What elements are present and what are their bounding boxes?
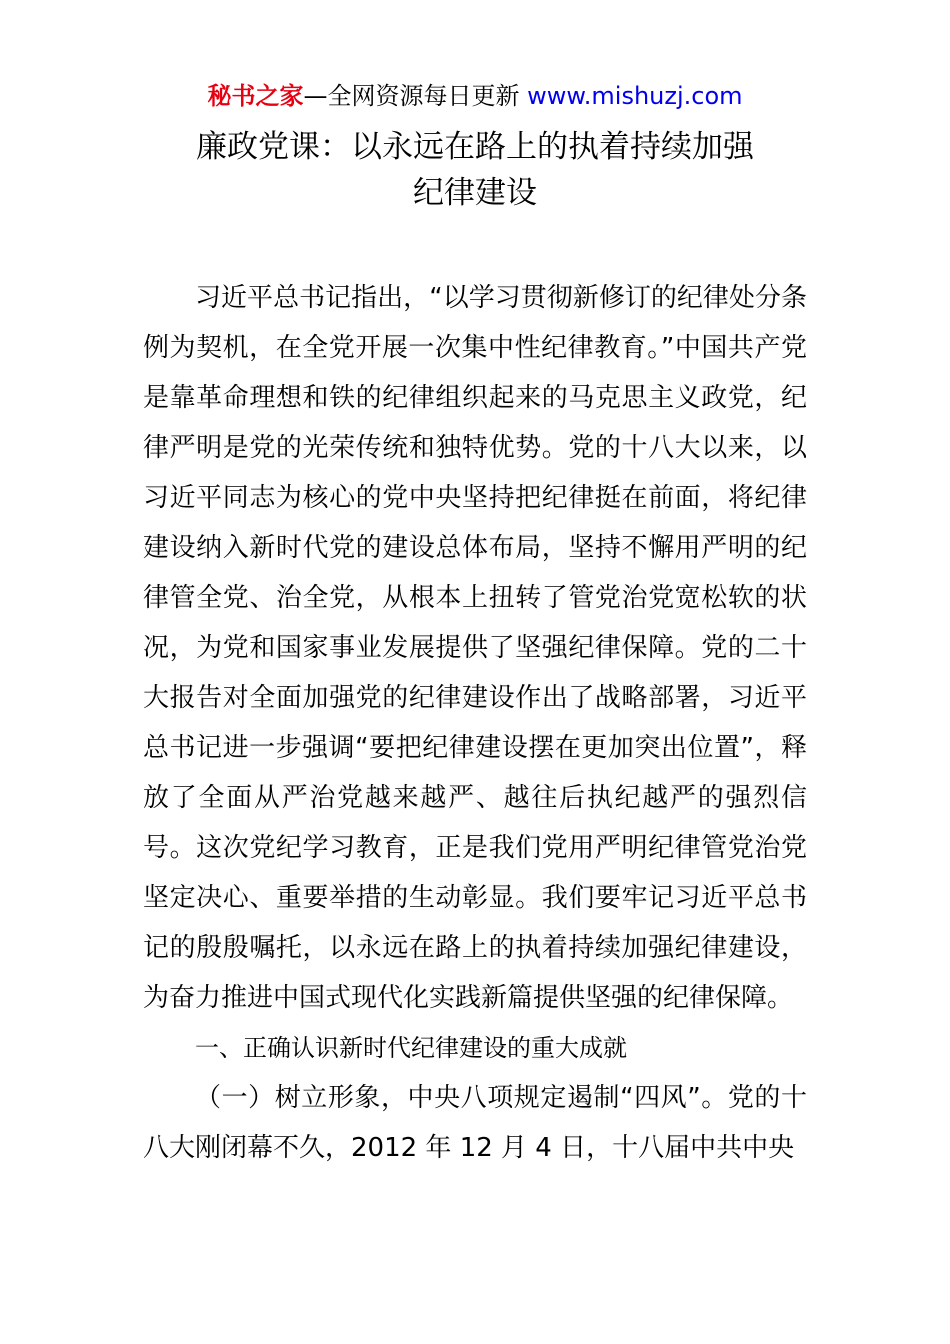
site-url-link[interactable]: www.mishuzj.com [527, 82, 743, 110]
title-line-2: 纪律建设 [413, 175, 537, 211]
brand-name: 秘书之家 [207, 82, 304, 110]
intro-paragraph: 习近平总书记指出，“以学习贯彻新修订的纪律处分条例为契机，在全党开展一次集中性纪律教育。”中国共产党是靠革命理想和铁的纪律组织起来的马克思主义政党，纪律严明是党的光荣传统和独特优势。党的十八大以来，以习近平同志为核心的党中央坚持把纪律挺在前面，将纪律建设纳入新时代党的建设总体布局，坚持不懈用严明的纪律管全党、治全党，从根本上扭转了管党治党宽松软的状况，为党和国家事业发展提供了坚强纪律保障。党的二十大报告对全面加强党的纪律建设作出了战略部署，习近平总书记进一步强调“要把纪律建设摆在更加突出位置”，释放了全面从严治党越来越严、越往后执纪越严的强烈信号。这次党纪学习教育，正是我们党用严明纪律管党治党坚定决心、重要举措的生动彰显。我们要牢记习近平总书记的殷殷嘱托，以永远在路上的执着持续加强纪律建设，为奋力推进中国式现代化实践新篇提供坚强的纪律保障。 [143, 283, 807, 1013]
header-tagline: —全网资源每日更新 [303, 82, 528, 110]
section-heading-1: 一、正确认识新时代纪律建设的重大成就 [195, 1034, 627, 1062]
title-line-1: 廉政党课：以永远在路上的执着持续加强 [196, 129, 754, 165]
document-body [143, 273, 807, 1173]
document-title [0, 124, 950, 216]
subsection-paragraph-1: （一）树立形象，中央八项规定遏制“四风”。党的十八大刚闭幕不久，2012 年 12 月 4 日，十八届中共中央 [143, 1083, 807, 1163]
site-header [0, 78, 950, 114]
